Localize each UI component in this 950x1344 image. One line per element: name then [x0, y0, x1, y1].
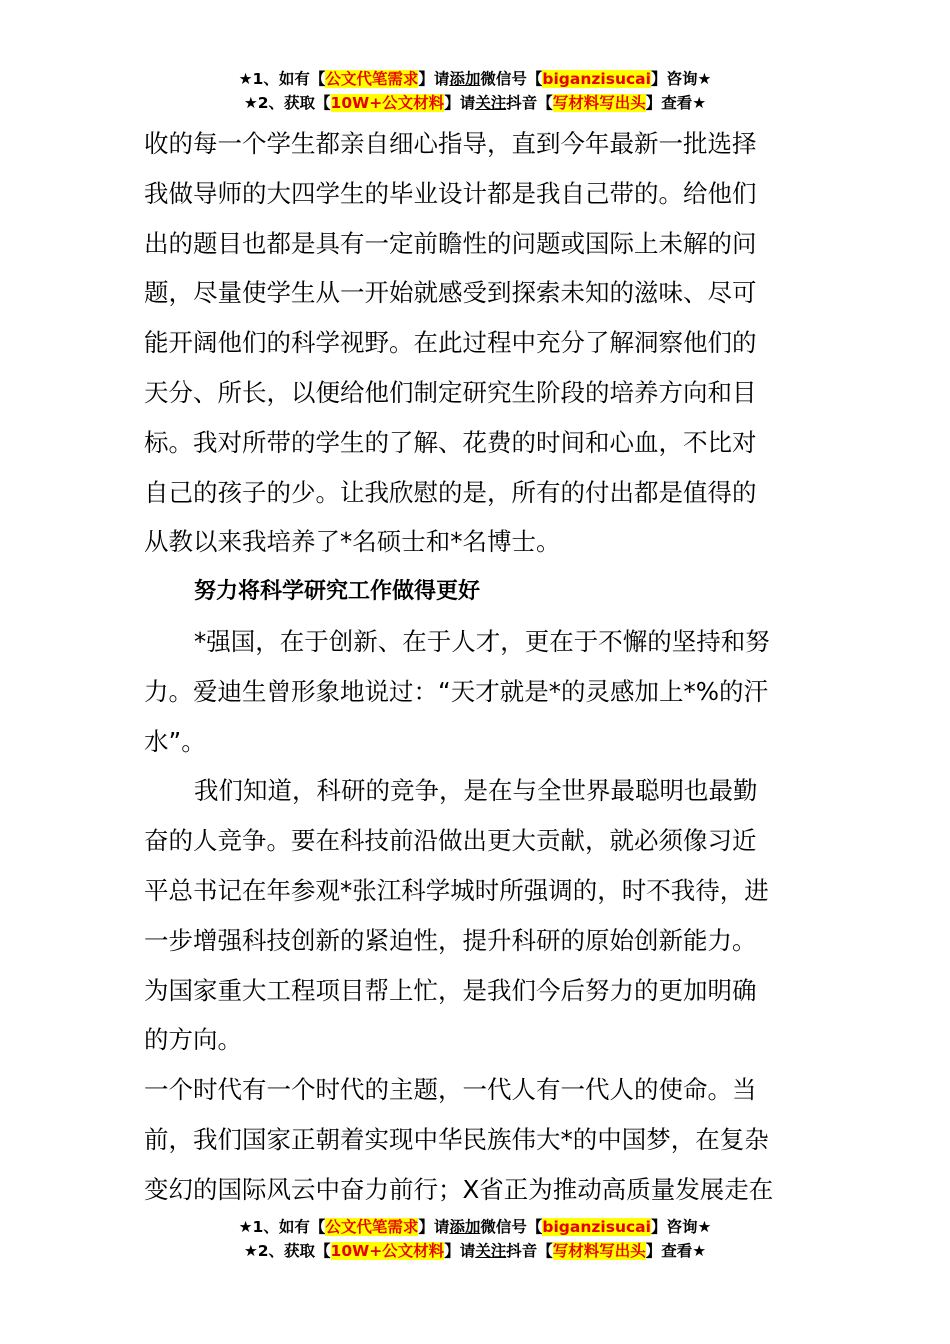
banner-text: 抖音【: [506, 1242, 553, 1260]
banner-text: 】查看★: [645, 94, 707, 112]
paragraph-line: 变幻的国际风云中奋力前行；X省正为推动高质量发展走在: [144, 1174, 774, 1204]
paragraph-line: 一个时代有一个时代的主题，一代人有一代人的使命。当: [144, 1075, 757, 1105]
paragraph-line: 收的每一个学生都亲自细心指导，直到今年最新一批选择: [144, 129, 757, 158]
banner-text: 】请: [418, 70, 450, 88]
banner-text: ★2、获取【: [243, 1242, 331, 1260]
paragraph-line: 天分、所长，以便给他们制定研究生阶段的培养方向和目: [144, 377, 757, 407]
paragraph-line: 从教以来我培养了*名硕士和*名博士。: [144, 527, 561, 557]
banner-underlined: 添加: [449, 1218, 481, 1236]
banner-highlight: 10W+公文材料: [330, 1242, 445, 1260]
paragraph-line: 我做导师的大四学生的毕业设计都是我自己带的。给他们: [144, 178, 757, 208]
document-body: [144, 119, 809, 1215]
banner-highlight: 公文代笔需求: [325, 1218, 419, 1236]
paragraph-line: 我们知道，科研的竞争，是在与全世界最聪明也最勤: [194, 776, 758, 806]
banner-text: ★1、如有【: [238, 70, 326, 88]
banner-line-2: [0, 91, 950, 115]
footer-banner: [0, 1215, 950, 1263]
banner-text: 】查看★: [645, 1242, 707, 1260]
banner-text: 】请: [444, 94, 476, 112]
paragraph-line: 力。爱迪生曾形象地说过：“天才就是*的灵感加上*%的汗: [144, 676, 768, 706]
paragraph-line: 为国家重大工程项目帮上忙，是我们今后努力的更加明确: [144, 975, 757, 1005]
paragraph-line: 标。我对所带的学生的了解、花费的时间和心血，不比对: [144, 427, 757, 457]
paragraph-line: 出的题目也都是具有一定前瞻性的问题或国际上未解的问: [144, 228, 757, 258]
paragraph-line: 平总书记在年参观*张江科学城时所强调的，时不我待，进: [144, 875, 769, 905]
banner-douyin-id: 写材料写出头: [552, 1242, 646, 1260]
banner-wechat-id: biganzisucai: [542, 70, 651, 88]
banner-text: 】咨询★: [650, 70, 712, 88]
banner-line-1: [0, 1215, 950, 1239]
banner-highlight: 10W+公文材料: [330, 94, 445, 112]
banner-line-2: [0, 1239, 950, 1263]
paragraph-line: 题，尽量使学生从一开始就感受到探索未知的滋味、尽可: [144, 278, 757, 308]
banner-text: 微信号【: [480, 70, 543, 88]
banner-underlined: 关注: [475, 94, 507, 112]
banner-text: 】咨询★: [650, 1218, 712, 1236]
paragraph-line: 水”。: [144, 726, 206, 756]
banner-wechat-id: biganzisucai: [542, 1218, 651, 1236]
banner-highlight: 公文代笔需求: [325, 70, 419, 88]
paragraph-line: 自己的孩子的少。让我欣慰的是，所有的付出都是值得的: [144, 477, 757, 507]
banner-text: ★2、获取【: [243, 94, 331, 112]
banner-underlined: 关注: [475, 1242, 507, 1260]
paragraph-line: *强国，在于创新、在于人才，更在于不懈的坚持和努: [194, 626, 770, 656]
paragraph-line: 能开阔他们的科学视野。在此过程中充分了解洞察他们的: [144, 328, 757, 358]
banner-text: 】请: [444, 1242, 476, 1260]
banner-text: 抖音【: [506, 94, 553, 112]
banner-douyin-id: 写材料写出头: [552, 94, 646, 112]
header-banner: [0, 67, 950, 115]
section-heading: 努力将科学研究工作做得更好: [194, 579, 481, 605]
banner-text: ★1、如有【: [238, 1218, 326, 1236]
paragraph-line: 前，我们国家正朝着实现中华民族伟大*的中国梦，在复杂: [144, 1124, 769, 1154]
paragraph-line: 一步增强科技创新的紧迫性，提升科研的原始创新能力。: [144, 925, 757, 955]
banner-text: 微信号【: [480, 1218, 543, 1236]
banner-line-1: [0, 67, 950, 91]
paragraph-line: 的方向。: [144, 1025, 242, 1055]
paragraph-line: 奋的人竞争。要在科技前沿做出更大贡献，就必须像习近: [144, 826, 757, 856]
banner-text: 】请: [418, 1218, 450, 1236]
banner-underlined: 添加: [449, 70, 481, 88]
